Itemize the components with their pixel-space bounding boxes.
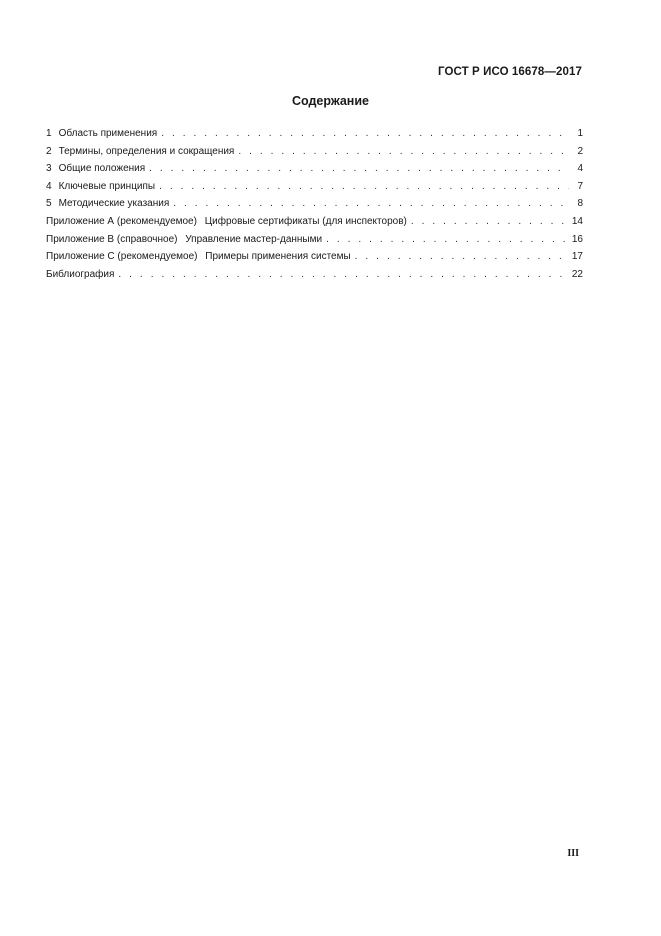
toc-entry-1[interactable] — [46, 125, 583, 143]
toc-leader-dots — [326, 231, 568, 249]
toc-entry-label: Методические указания — [58, 198, 170, 210]
toc-entry-page: 14 — [571, 215, 583, 227]
toc-leader-dots — [355, 248, 568, 266]
table-of-contents — [46, 125, 583, 283]
toc-entry-label: Примеры применения системы — [205, 251, 351, 263]
toc-leader-dots — [159, 178, 569, 196]
toc-entry-5[interactable] — [46, 195, 583, 213]
toc-leader-dots — [161, 125, 569, 143]
toc-entry-page: 16 — [571, 233, 583, 245]
document-code: ГОСТ Р ИСО 16678—2017 — [437, 66, 582, 78]
toc-entry-annex-a[interactable] — [46, 213, 583, 231]
toc-leader-dots — [411, 213, 568, 231]
toc-entry-3[interactable] — [46, 160, 583, 178]
toc-annex-designation: Приложение С (рекомендуемое) — [46, 251, 198, 263]
toc-entry-2[interactable] — [46, 143, 583, 161]
toc-entry-page: 2 — [577, 145, 583, 157]
toc-entry-number: 3 — [46, 163, 52, 175]
toc-title: Содержание — [291, 94, 369, 108]
toc-entry-page: 1 — [577, 128, 583, 139]
toc-entry-label: Ключевые принципы — [58, 180, 156, 192]
page-number: III — [567, 848, 579, 859]
toc-entry-label: Библиография — [46, 268, 115, 280]
toc-entry-label: Управление мастер-данными — [185, 233, 323, 245]
toc-entry-page: 4 — [577, 163, 583, 175]
toc-entry-label: Термины, определения и сокращения — [58, 145, 235, 157]
toc-leader-dots — [238, 143, 569, 161]
toc-entry-annex-c[interactable] — [46, 248, 583, 266]
toc-entry-label: Общие положения — [58, 163, 146, 175]
toc-entry-4[interactable] — [46, 178, 583, 196]
toc-entry-annex-b[interactable] — [46, 231, 583, 249]
toc-entry-page: 17 — [571, 251, 583, 263]
toc-entry-bibliography[interactable] — [46, 266, 583, 284]
toc-entry-page: 8 — [577, 198, 583, 210]
toc-entry-number: 4 — [46, 180, 52, 192]
toc-annex-designation: Приложение А (рекомендуемое) — [46, 215, 197, 227]
toc-entry-label: Цифровые сертификаты (для инспекторов) — [204, 215, 407, 227]
toc-leader-dots — [149, 160, 569, 178]
toc-leader-dots — [173, 195, 569, 213]
toc-annex-designation: Приложение В (справочное) — [46, 233, 178, 245]
toc-entry-page: 22 — [571, 268, 583, 280]
toc-entry-page: 7 — [577, 180, 583, 192]
toc-entry-number: 5 — [46, 198, 52, 210]
toc-entry-number: 1 — [46, 128, 52, 139]
toc-entry-label: Область применения — [58, 128, 158, 139]
toc-entry-number: 2 — [46, 145, 52, 157]
toc-leader-dots — [118, 266, 567, 284]
